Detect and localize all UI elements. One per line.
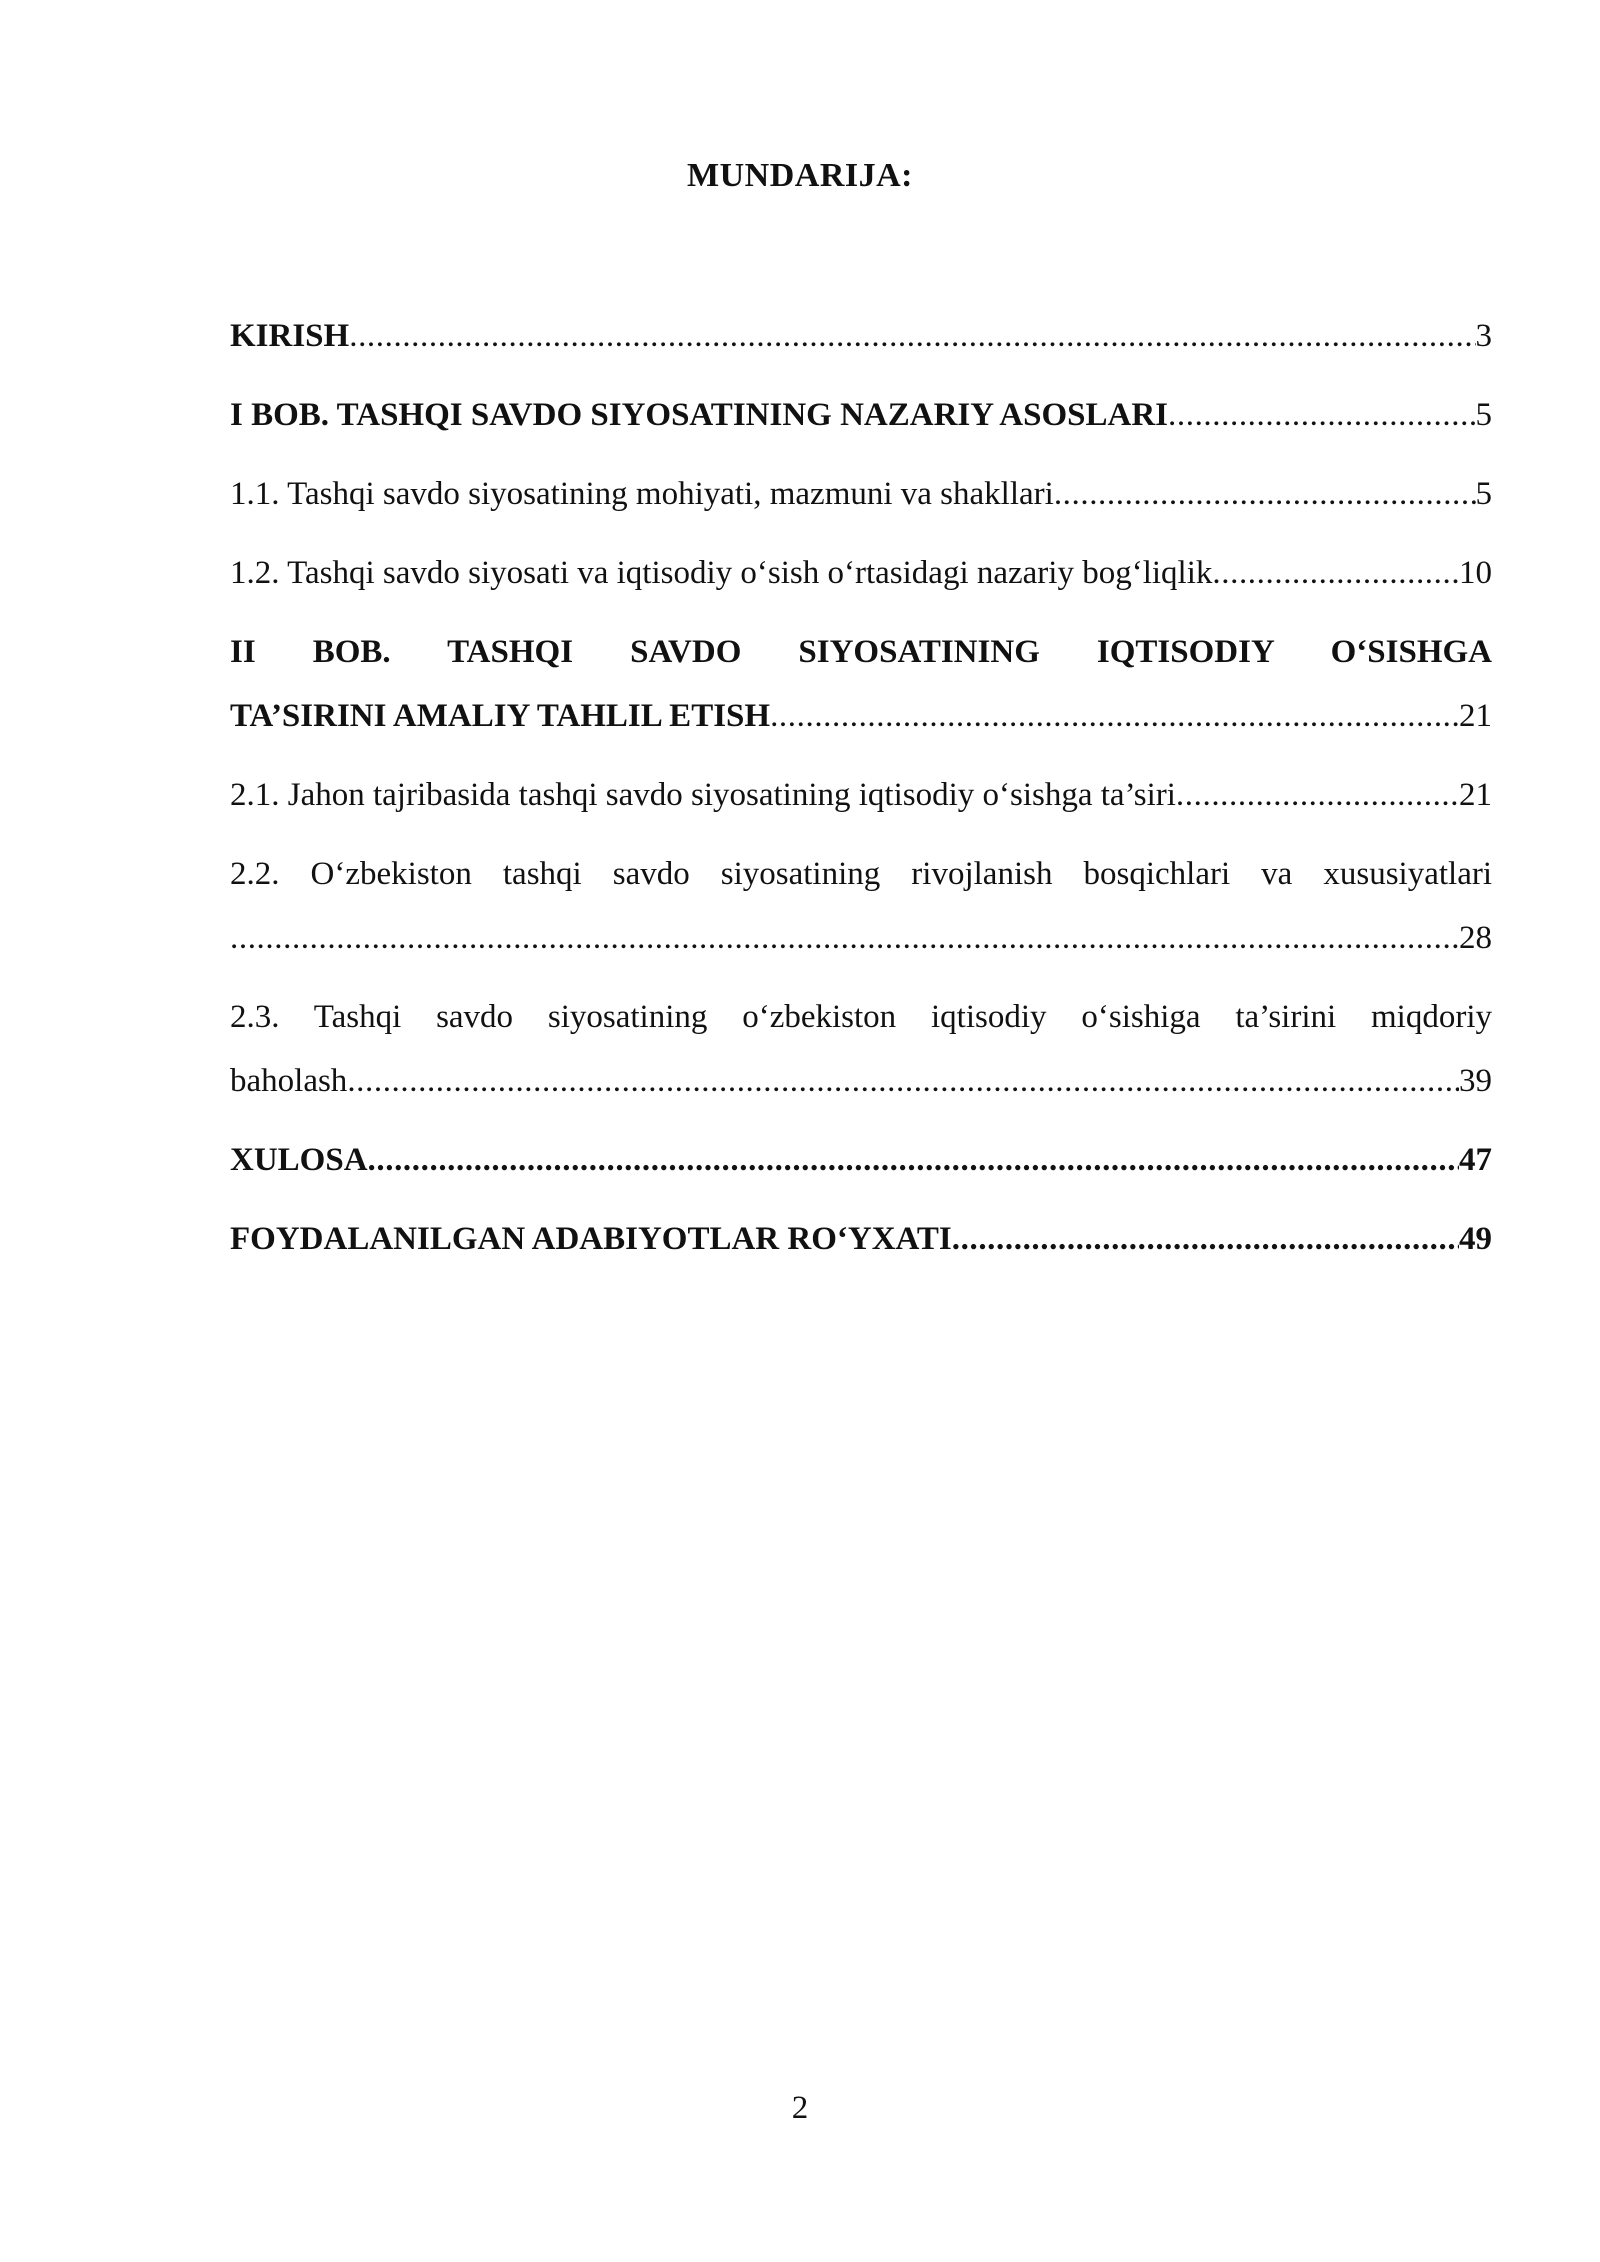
toc-entry-page: 3	[1475, 318, 1492, 354]
toc-entry-section-2-3[interactable]	[230, 985, 1492, 1113]
toc-entry-label: I BOB. TASHQI SAVDO SIYOSATINING NAZARIY ASOSLARI	[230, 397, 1169, 433]
toc-entry-section-2-2[interactable]	[230, 842, 1492, 970]
dot-leader	[368, 1128, 1459, 1192]
toc-entry-label: 2.1. Jahon tajribasida tashqi savdo siyosatining iqtisodiy o‘sishga ta’siri	[230, 777, 1176, 813]
toc-entry-xulosa[interactable]	[230, 1128, 1492, 1192]
dot-leader	[230, 906, 1459, 970]
toc-entry-label-line-2: baholash	[230, 1063, 348, 1099]
toc-entry-label-line-1: II BOB. TASHQI SAVDO SIYOSATINING IQTISODIY O‘SISHGA	[230, 634, 1492, 670]
toc-entry-page: 28	[1459, 920, 1492, 956]
toc-entry-bob-2[interactable]	[230, 620, 1492, 748]
toc-entry-page: 21	[1459, 777, 1492, 813]
toc-entry-kirish[interactable]	[230, 304, 1492, 368]
dot-leader	[349, 304, 1475, 368]
toc-entry-bob-1[interactable]	[230, 383, 1492, 447]
dot-leader	[347, 1049, 1459, 1113]
dot-leader	[1168, 383, 1475, 447]
dot-leader	[952, 1207, 1459, 1271]
dot-leader	[1212, 541, 1459, 605]
toc-entry-page: 5	[1475, 397, 1492, 433]
toc-entry-label: 1.2. Tashqi savdo siyosati va iqtisodiy o‘sish o‘rtasidagi nazariy bog‘liqlik	[230, 555, 1213, 591]
dot-leader	[770, 684, 1459, 748]
dot-leader	[1054, 462, 1476, 526]
table-of-contents	[230, 304, 1492, 1271]
page-number: 2	[791, 2090, 809, 2126]
toc-entry-page: 49	[1459, 1221, 1492, 1257]
toc-entry-page: 10	[1459, 555, 1492, 591]
toc-entry-label-line-1: 2.3. Tashqi savdo siyosatining o‘zbekiston iqtisodiy o‘sishiga ta’sirini miqdoriy	[230, 999, 1492, 1035]
toc-entry-section-2-1[interactable]	[230, 763, 1492, 827]
toc-title: MUNDARIJA:	[687, 157, 913, 194]
toc-entry-section-1-1[interactable]	[230, 462, 1492, 526]
toc-entry-page: 21	[1459, 698, 1492, 734]
toc-entry-label-line-2: TA’SIRINI AMALIY TAHLIL ETISH	[230, 698, 771, 734]
toc-entry-page: 47	[1459, 1142, 1492, 1178]
toc-entry-section-1-2[interactable]	[230, 541, 1492, 605]
toc-entry-page: 5	[1475, 476, 1492, 512]
toc-entry-label: FOYDALANILGAN ADABIYOTLAR RO‘YXATI	[230, 1221, 952, 1257]
toc-entry-page: 39	[1459, 1063, 1492, 1099]
toc-entry-label: KIRISH	[230, 318, 350, 354]
dot-leader	[1176, 763, 1459, 827]
toc-entry-label: 1.1. Tashqi savdo siyosatining mohiyati, mazmuni va shakllari	[230, 476, 1054, 512]
toc-entry-label-line-1: 2.2. O‘zbekiston tashqi savdo siyosatining rivojlanish bosqichlari va xususiyatlari	[230, 856, 1492, 892]
toc-entry-label: XULOSA	[230, 1142, 368, 1178]
toc-entry-adabiyotlar[interactable]	[230, 1207, 1492, 1271]
